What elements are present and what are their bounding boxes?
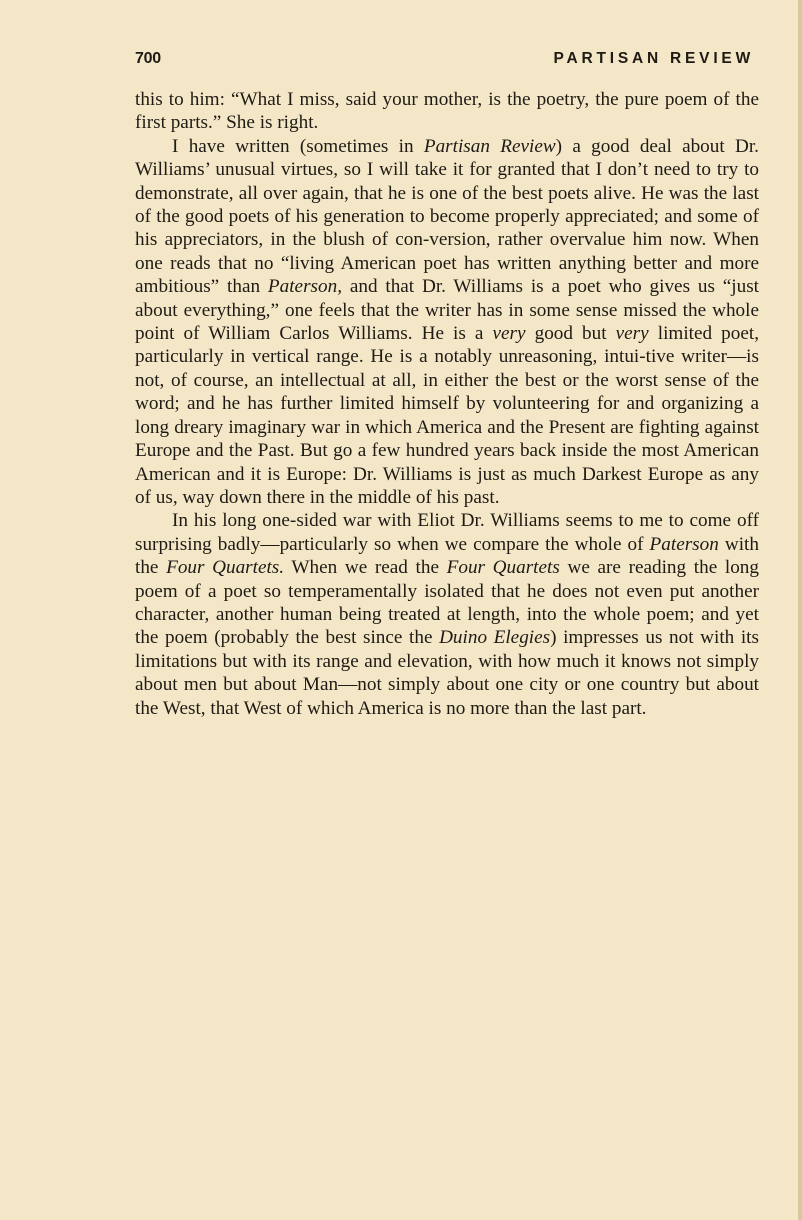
text-run: and that Dr. Williams is a poet who gives us “just about everything,” one feels that the writer has in some sense missed the whole point of William Carlos Williams. He is a: [135, 276, 760, 345]
article-body: [135, 88, 759, 720]
paragraph-3: [135, 509, 759, 720]
paragraph-2: [135, 135, 759, 510]
italic-text-run: Paterson: [649, 533, 719, 555]
text-run: I have written (sometimes in: [172, 135, 424, 157]
running-header: [135, 50, 754, 76]
italic-text-run: Four Quartets: [446, 557, 560, 579]
running-title: PARTISAN REVIEW: [553, 50, 754, 67]
page-number: 700: [135, 50, 161, 67]
text-run: In his long one-sided war with Eliot Dr. Williams seems to me to come off surprising badly—particularly so when we compare the whole of: [135, 510, 759, 555]
text-run: with the: [135, 533, 759, 579]
italic-text-run: very: [615, 323, 649, 345]
page-edge-shadow: [798, 0, 802, 1220]
text-run: good but: [525, 323, 616, 345]
italic-text-run: Duino Elegies: [439, 627, 551, 649]
text-run: we are reading the long poem of a poet so temperamentally isolated that he does not even put another character, another human being treated at length, into the whole poem; and yet the poem (probably the best since the: [135, 557, 759, 649]
italic-text-run: Partisan Review: [423, 135, 556, 157]
text-run: ) impresses us not with its limitations but with its range and elevation, with how much it knows not simply about men but about Man—not simply about one city or one country but about the West, that West of which America is no more than the last part.: [135, 627, 759, 719]
italic-text-run: Four Quartets.: [166, 557, 285, 579]
text-run: this to him: “What I miss, said your mother, is the poetry, the pure poem of the first parts.” She is right.: [135, 89, 759, 134]
paragraph-1: [135, 88, 759, 135]
italic-text-run: very: [492, 323, 526, 345]
italic-text-run: Paterson,: [267, 276, 342, 298]
text-run: ) a good deal about Dr. Williams’ unusual virtues, so I will take it for granted that I don’t need to try to demonstrate, all over again, that he is one of the best poets alive. He was the last of the good poets of his generation to become properly appreciated; and some of his appreciators, in the blush of con-version, rather overvalue him now. When one reads that no “living American poet has written anything better and more ambitious” than: [135, 135, 759, 298]
text-run: limited poet, particularly in vertical range. He is a notably unreasoning, intui-tive writer—is not, of course, an intellectual at all, in either the best or the worst sense of the word; and he has further limited himself by volunteering for and organizing a long dreary imaginary war in which America and the Present are fighting against Europe and the Past. But go a few hundred years back inside the most American American and it is Europe: Dr. Williams is just as much Darkest Europe as any of us, way down there in the middle of his past.: [135, 323, 759, 508]
text-run: When we read the: [284, 557, 447, 579]
